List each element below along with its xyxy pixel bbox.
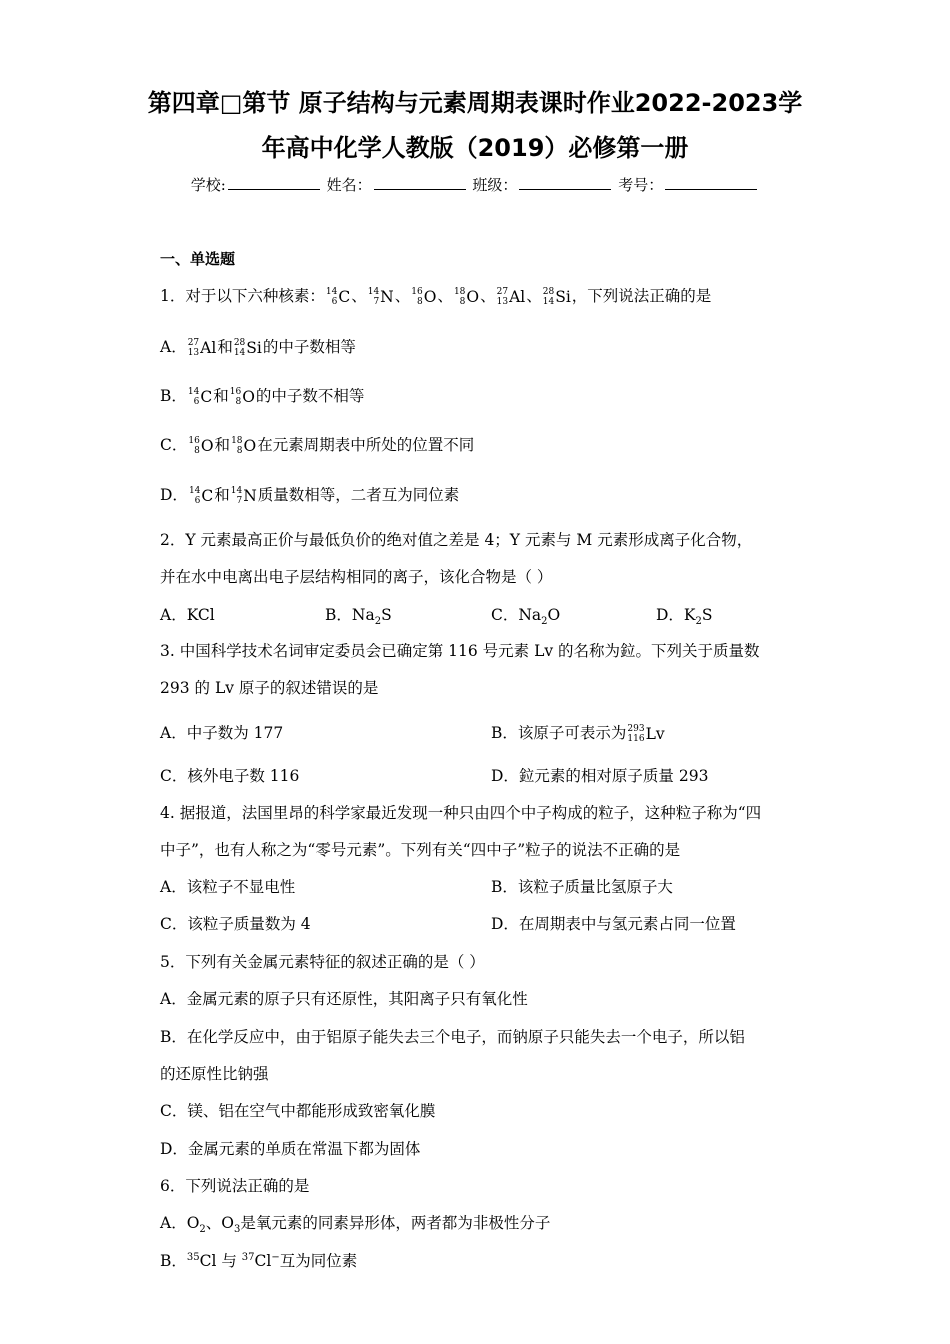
- q3-option-a[interactable]: A．中子数为 177: [160, 724, 284, 742]
- option-text: D．K: [656, 606, 696, 624]
- option-text: 和: [213, 387, 229, 405]
- element-symbol: C: [338, 288, 351, 306]
- option-text: S: [701, 606, 713, 624]
- mass-number: 14: [187, 387, 200, 397]
- question-2-stem-line1: 2．Y 元素最高正价与最低负价的绝对值之差是 4；Y 元素与 M 元素形成离子化合物，: [160, 531, 753, 549]
- option-text: Cl 与: [199, 1252, 242, 1270]
- atomic-number: 8: [194, 446, 200, 456]
- element-symbol: N: [243, 487, 257, 505]
- exam-no-field[interactable]: [665, 175, 757, 190]
- option-label: C．: [160, 436, 188, 454]
- q5-option-d[interactable]: D．金属元素的单质在常温下都为固体: [160, 1140, 421, 1158]
- q6-option-b[interactable]: [160, 1250, 357, 1272]
- nuclide-n-14: [230, 486, 258, 504]
- mass-number: 16: [188, 436, 200, 446]
- option-text: 质量数相等，二者互为同位素: [257, 486, 460, 504]
- nuclide-o-18: [230, 436, 257, 454]
- q3-option-c[interactable]: C．核外电子数 116: [160, 767, 300, 785]
- q4-option-b[interactable]: B．该粒子质量比氢原子大: [491, 878, 673, 896]
- mass-number: 14: [230, 486, 243, 496]
- mass-number: 28: [542, 287, 555, 297]
- nuclide-symbol: [188, 337, 217, 359]
- question-6-stem: 6．下列说法正确的是: [160, 1177, 310, 1195]
- nuclide-symbol: [627, 723, 664, 745]
- q4-option-d[interactable]: D．在周期表中与氢元素占同一位置: [491, 915, 736, 933]
- nuclide-indices: [188, 387, 199, 407]
- atomic-number: 6: [194, 496, 201, 506]
- option-text: B．Na: [325, 606, 375, 624]
- element-symbol: O: [243, 437, 257, 455]
- nuclide-symbol: [234, 337, 262, 359]
- q1-stem-prefix: 1．对于以下六种核素：: [160, 287, 325, 305]
- atomic-number: 8: [235, 397, 242, 407]
- separator: 、: [526, 287, 542, 305]
- q2-option-b[interactable]: [325, 604, 392, 626]
- option-text: 是氧元素的同素异形体，两者都为非极性分子: [240, 1214, 551, 1232]
- atomic-number: 7: [236, 496, 243, 506]
- option-label: D．: [160, 486, 188, 504]
- option-text: B．: [160, 1252, 187, 1270]
- option-label: B．: [160, 387, 187, 405]
- exam-no-label: 考号：: [618, 176, 664, 194]
- q6-option-a[interactable]: [160, 1212, 550, 1234]
- question-4-stem-line1: 4. 据报道，法国里昂的科学家最近发现一种只由四个中子构成的粒子，这种粒子称为“四: [160, 804, 762, 822]
- element-symbol: Lv: [645, 725, 665, 743]
- nuclide-indices: [188, 436, 199, 456]
- question-4-stem-line2: 中子”，也有人称之为“零号元素”。下列有关“四中子”粒子的说法不正确的是: [160, 841, 681, 859]
- subscript: 2: [374, 616, 382, 628]
- nuclide-symbol: [230, 386, 255, 408]
- mass-number: 27: [496, 287, 509, 297]
- atomic-number: 13: [187, 348, 200, 358]
- element-symbol: O: [423, 288, 437, 306]
- q1-option-c[interactable]: [160, 434, 474, 457]
- element-symbol: O: [466, 288, 480, 306]
- nuclide-symbol: [231, 485, 257, 507]
- atomic-number: 6: [331, 297, 338, 307]
- nuclide-o-16: [229, 387, 256, 405]
- mass-number: 16: [229, 387, 242, 397]
- atomic-number: 8: [459, 297, 466, 307]
- separator: 、: [437, 287, 453, 305]
- nuclide-symbol: [497, 286, 526, 308]
- mass-number: 14: [325, 287, 338, 297]
- nuclide-symbol: [411, 286, 436, 308]
- option-text: O: [547, 606, 561, 624]
- nuclide-symbol: [231, 435, 256, 457]
- subscript: 2: [695, 616, 702, 628]
- option-text: 互为同位素: [279, 1252, 358, 1270]
- option-text: 在元素周期表中所处的位置不同: [257, 436, 475, 454]
- nuclide-indices: [231, 486, 242, 506]
- question-3-stem-line1: 3. 中国科学技术名词审定委员会已确定第 116 号元素 Lv 的名称为鉝。下列关于质量数: [160, 642, 760, 660]
- atomic-number: 8: [416, 297, 423, 307]
- atomic-number: 8: [236, 446, 243, 456]
- nuclide-indices: [543, 287, 554, 307]
- element-symbol: Si: [246, 339, 262, 357]
- mass-number: 27: [187, 338, 200, 348]
- q4-option-c[interactable]: C．该粒子质量数为 4: [160, 915, 311, 933]
- q3-option-b[interactable]: [491, 722, 666, 745]
- q1-nuclide-list: [325, 287, 572, 305]
- q5-option-a[interactable]: A．金属元素的原子只有还原性，其阳离子只有氧化性: [160, 990, 528, 1008]
- option-text: 的中子数不相等: [255, 387, 365, 405]
- q2-option-d[interactable]: [656, 604, 713, 626]
- nuclide-indices: [454, 287, 465, 307]
- q1-option-d[interactable]: [160, 484, 459, 507]
- name-field[interactable]: [374, 175, 466, 190]
- element-symbol: Al: [509, 288, 526, 306]
- separator: 、: [394, 287, 411, 305]
- nuclide-symbol: [188, 386, 212, 408]
- nuclide-symbol: [454, 286, 479, 308]
- superscript: 35: [186, 1251, 200, 1263]
- element-symbol: C: [200, 388, 213, 406]
- option-label: A．: [160, 338, 187, 356]
- superscript: 37: [241, 1251, 255, 1263]
- mass-number: 14: [188, 486, 201, 496]
- superscript: −: [271, 1251, 280, 1263]
- name-label: 姓名：: [326, 176, 372, 194]
- element-symbol: O: [242, 388, 255, 406]
- page-title-line2: 年高中化学人教版（2019）必修第一册: [261, 134, 689, 162]
- subscript: 3: [234, 1224, 241, 1236]
- page-title-line1: 第四章□第节 原子结构与元素周期表课时作业2022-2023学: [147, 89, 803, 117]
- nuclide-indices: [368, 287, 379, 307]
- nuclide-symbol: [543, 286, 571, 308]
- atomic-number: 6: [193, 397, 200, 407]
- separator: 、: [480, 287, 496, 305]
- atomic-number: 116: [627, 734, 645, 744]
- element-symbol: N: [380, 288, 394, 306]
- nuclide-o-16: [187, 436, 214, 454]
- element-symbol: Si: [555, 288, 571, 306]
- nuclide-indices: [627, 724, 644, 744]
- mass-number: 18: [453, 287, 466, 297]
- nuclide-indices: [231, 436, 242, 456]
- school-field[interactable]: [228, 175, 320, 190]
- nuclide-symbol: [326, 286, 350, 308]
- student-info-row: [0, 174, 950, 196]
- school-label: 学校:: [190, 176, 226, 194]
- option-text: Cl: [254, 1252, 272, 1270]
- nuclide-indices: [497, 287, 508, 307]
- element-symbol: C: [201, 487, 214, 505]
- mass-number: 293: [627, 724, 645, 734]
- nuclide-c-14: [188, 486, 214, 504]
- separator: 、: [351, 287, 367, 305]
- nuclide-al-27: [187, 338, 218, 356]
- nuclide-si-28: [233, 338, 263, 356]
- question-5-stem: 5．下列有关金属元素特征的叙述正确的是（ ）: [160, 953, 485, 971]
- option-text: 和: [214, 486, 230, 504]
- subscript: 2: [541, 616, 548, 628]
- element-symbol: Al: [200, 339, 217, 357]
- option-text: A．O: [160, 1214, 200, 1232]
- q5-option-b-line1[interactable]: B．在化学反应中，由于铝原子能失去三个电子，而钠原子只能失去一个电子，所以铝: [160, 1028, 745, 1046]
- nuclide-symbol: [189, 485, 213, 507]
- option-text: S: [381, 606, 392, 624]
- mass-number: 16: [411, 287, 423, 297]
- q1-option-a[interactable]: [160, 336, 356, 359]
- nuclide-symbol: [368, 286, 394, 308]
- q2-option-a[interactable]: A．KCl: [160, 606, 215, 624]
- q5-option-c[interactable]: C．镁、铝在空气中都能形成致密氧化膜: [160, 1102, 436, 1120]
- question-2-stem-line2: 并在水中电离出电子层结构相同的离子，该化合物是（ ）: [160, 568, 553, 586]
- q2-option-c[interactable]: [491, 604, 560, 626]
- nuclide-indices: [189, 486, 200, 506]
- q5-option-b-line2[interactable]: 的还原性比钠强: [160, 1065, 269, 1083]
- nuclide-indices: [230, 387, 241, 407]
- class-label: 班级：: [472, 176, 518, 194]
- atomic-number: 14: [542, 297, 555, 307]
- q1-stem-suffix: ，下列说法正确的是: [571, 287, 712, 305]
- q3-option-d[interactable]: D．鉝元素的相对原子质量 293: [491, 767, 709, 785]
- question-3-stem-line2: 293 的 Lv 原子的叙述错误的是: [160, 679, 379, 697]
- option-text: B．该原子可表示为: [491, 724, 627, 742]
- section-heading: 一、单选题: [160, 250, 236, 268]
- atomic-number: 14: [233, 348, 246, 358]
- mass-number: 18: [231, 436, 243, 446]
- atomic-number: 13: [496, 297, 509, 307]
- nuclide-indices: [234, 338, 245, 358]
- nuclide-symbol: [188, 435, 213, 457]
- question-1-stem: [160, 285, 711, 308]
- atomic-number: 7: [373, 297, 380, 307]
- element-symbol: O: [200, 437, 214, 455]
- option-text: 、O: [205, 1214, 234, 1232]
- nuclide-c-14: [187, 387, 213, 405]
- nuclide-indices: [411, 287, 422, 307]
- nuclide-indices: [326, 287, 337, 307]
- q1-option-b[interactable]: [160, 385, 364, 408]
- nuclide-lv-293: [626, 724, 665, 742]
- class-field[interactable]: [519, 175, 611, 190]
- q4-option-a[interactable]: A．该粒子不显电性: [160, 878, 296, 896]
- subscript: 2: [199, 1224, 206, 1236]
- option-text: C．Na: [491, 606, 542, 624]
- option-text: 的中子数相等: [262, 338, 356, 356]
- mass-number: 14: [367, 287, 380, 297]
- option-text: 和: [214, 436, 231, 454]
- mass-number: 28: [233, 338, 246, 348]
- option-text: 和: [217, 338, 233, 356]
- nuclide-indices: [188, 338, 199, 358]
